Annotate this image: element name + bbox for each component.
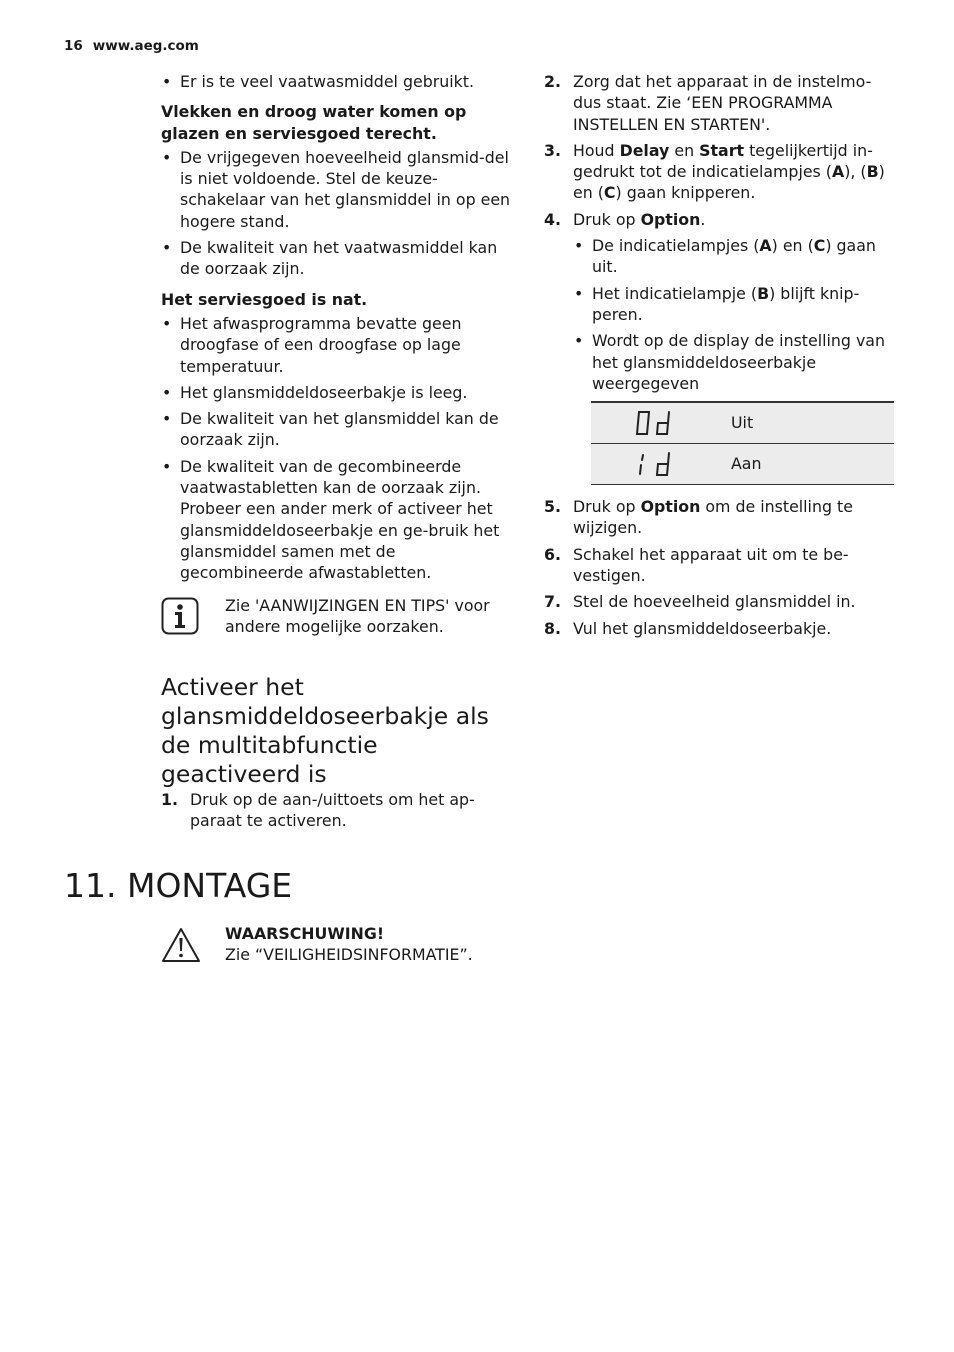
step-number: 7. bbox=[544, 592, 561, 612]
seven-segment-0d-icon bbox=[635, 410, 675, 436]
list-item: • De kwaliteit van het vaatwasmiddel kan de oorzaak zijn. bbox=[161, 237, 513, 280]
step-text: Schakel het apparaat uit om te be-vestigen. bbox=[573, 544, 849, 586]
text-run: en bbox=[669, 140, 700, 160]
text-run: Druk op bbox=[573, 497, 641, 517]
table-row bbox=[591, 444, 894, 485]
display-settings-table bbox=[591, 401, 894, 485]
info-note bbox=[161, 595, 513, 638]
left-column bbox=[161, 71, 513, 837]
subheading-spots: Vlekken en droog water komen op glazen en serviesgoed terecht. bbox=[161, 102, 467, 143]
display-value-label: Uit bbox=[730, 402, 894, 444]
step-item bbox=[544, 71, 896, 135]
right-steps-list bbox=[544, 71, 896, 639]
step-item bbox=[544, 496, 896, 539]
page-header bbox=[64, 38, 199, 54]
wet-bullet-list bbox=[161, 313, 513, 584]
list-item: • De kwaliteit van het glansmiddel kan de oorzaak zijn. bbox=[161, 408, 513, 451]
start-key-label: Start bbox=[699, 140, 745, 160]
text-run: Het indicatielampje ( bbox=[592, 283, 758, 303]
step-number: 4. bbox=[544, 209, 561, 229]
indicator-c-label: C bbox=[813, 236, 826, 256]
table-row bbox=[591, 402, 894, 444]
info-icon bbox=[161, 597, 199, 640]
text-run: De indicatielampjes ( bbox=[592, 236, 760, 256]
warning-text: Zie “VEILIGHEIDSINFORMATIE”. bbox=[225, 945, 473, 965]
step-number: 2. bbox=[544, 72, 561, 91]
step-text bbox=[573, 141, 885, 203]
right-column bbox=[544, 71, 896, 644]
step-item bbox=[544, 544, 896, 587]
step-text: Druk op de aan-/uittoets om het ap-paraat te activeren. bbox=[190, 790, 475, 831]
step-number: 1. bbox=[161, 790, 178, 810]
indicator-b-label: B bbox=[866, 162, 879, 182]
text-run: Houd bbox=[573, 140, 620, 160]
option-key-label: Option bbox=[640, 497, 701, 517]
text-run: ), ( bbox=[844, 162, 867, 182]
list-item: • Wordt op de display de instelling van het glansmiddeldoseerbakje weergegeven bbox=[573, 330, 896, 394]
intro-bullet-list bbox=[161, 71, 513, 92]
step-number: 3. bbox=[544, 140, 561, 160]
step-item bbox=[544, 591, 896, 612]
spots-bullet-list bbox=[161, 147, 513, 280]
display-code-cell bbox=[591, 444, 730, 485]
option-key-label: Option bbox=[640, 209, 701, 229]
text-run: ) en ( bbox=[771, 236, 814, 256]
text-run: ) gaan uit. bbox=[592, 236, 876, 277]
list-item: • Het glansmiddeldoseerbakje is leeg. bbox=[161, 382, 513, 403]
warning-title: WAARSCHUWING! bbox=[225, 924, 385, 943]
list-item: • Het afwasprogramma bevatte geen droogfase of een droogfase op lage temperatuur. bbox=[161, 313, 513, 377]
step-number: 6. bbox=[544, 544, 561, 564]
step-text: Stel de hoeveelheid glansmiddel in. bbox=[573, 592, 856, 612]
step-text bbox=[573, 497, 853, 537]
step-number: 8. bbox=[544, 618, 561, 638]
step-item bbox=[161, 789, 513, 832]
subheading-wet: Het serviesgoed is nat. bbox=[161, 289, 368, 309]
website-url[interactable]: www.aeg.com bbox=[92, 38, 199, 54]
warning-triangle-icon bbox=[161, 927, 201, 968]
list-item bbox=[573, 235, 896, 278]
indicator-c-label: C bbox=[603, 183, 616, 203]
text-run: . bbox=[700, 209, 706, 229]
text-run: ) blijft knip-peren. bbox=[592, 283, 860, 324]
step-number: 5. bbox=[544, 497, 561, 517]
page-number: 16 bbox=[64, 38, 83, 54]
left-steps-list bbox=[161, 789, 513, 832]
step-text: Vul het glansmiddeldoseerbakje. bbox=[573, 618, 832, 638]
step-text: Zorg dat het apparaat in de instelmo-dus staat. Zie ‘EEN PROGRAMMA INSTELLEN EN STARTEN'. bbox=[573, 72, 872, 134]
display-code-cell bbox=[591, 402, 730, 444]
section-heading: Activeer het glansmiddeldoseerbakje als de multitabfunctie geactiveerd is bbox=[161, 673, 489, 789]
indicator-a-label: A bbox=[831, 162, 845, 182]
text-run: Druk op bbox=[573, 209, 641, 229]
indicator-b-label: B bbox=[757, 283, 770, 303]
step-item bbox=[544, 140, 896, 204]
warning-box bbox=[161, 923, 521, 966]
step-item bbox=[544, 209, 896, 485]
step4-bullet-list bbox=[573, 235, 896, 394]
list-item: • De kwaliteit van de gecombineerde vaatwastabletten kan de oorzaak zijn. Probeer een ander merk of activeer het glansmiddeldoseerbakje en ge-bruik het glansmiddel samen met de gecombineerde afwastabletten. bbox=[161, 456, 513, 584]
seven-segment-1d-icon bbox=[635, 451, 675, 477]
list-item: • Er is te veel vaatwasmiddel gebruikt. bbox=[161, 71, 513, 92]
delay-key-label: Delay bbox=[619, 140, 670, 160]
info-note-text: Zie 'AANWIJZINGEN EN TIPS' voor andere mogelijke oorzaken. bbox=[225, 595, 490, 636]
display-value-label: Aan bbox=[730, 444, 894, 485]
chapter-title: 11. MONTAGE bbox=[64, 866, 293, 905]
text-run: om de instelling te wijzigen. bbox=[573, 497, 853, 538]
text-run: ) gaan knipperen. bbox=[615, 183, 756, 203]
text-run: ) en ( bbox=[573, 162, 885, 203]
step-text bbox=[573, 210, 705, 229]
step-item bbox=[544, 618, 896, 639]
list-item: • De vrijgegeven hoeveelheid glansmid-del is niet voldoende. Stel de keuze-schakelaar van het glansmiddel in op een hogere stand. bbox=[161, 147, 513, 232]
indicator-a-label: A bbox=[759, 236, 772, 256]
text-run: tegelijkertijd in-gedrukt tot de indicatielampjes ( bbox=[573, 140, 873, 182]
list-item bbox=[573, 283, 896, 326]
